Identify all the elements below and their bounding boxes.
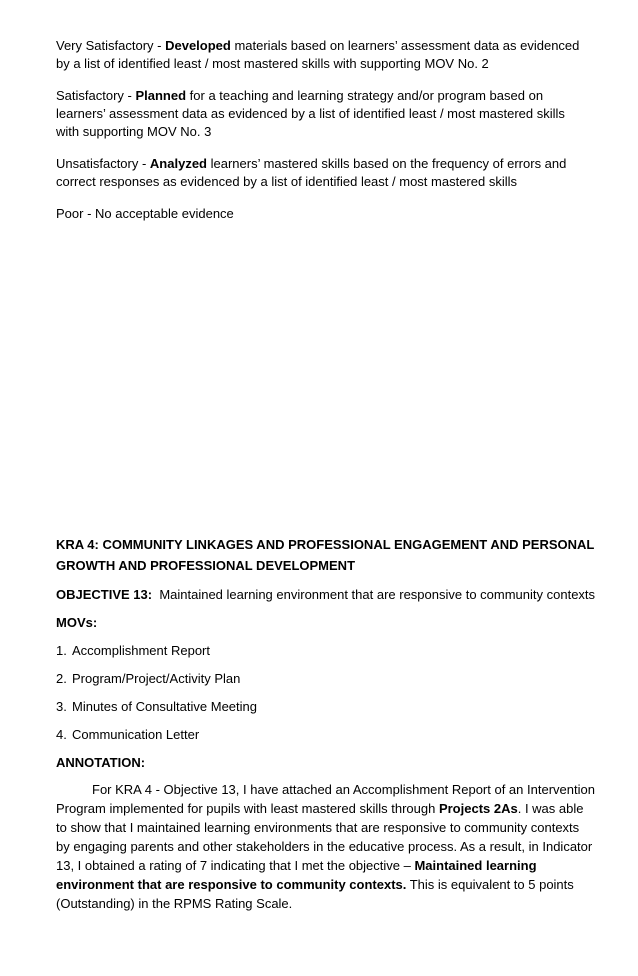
rating-satisfactory — [56, 87, 586, 141]
rating-description: learners’ mastered skills based on the frequency of errors and correct responses as evidenced by a list of identified least / most mastered skills — [56, 156, 567, 189]
rating-keyword: Planned — [135, 88, 187, 103]
mov-item — [56, 698, 596, 716]
kra-title — [56, 534, 596, 576]
rating-level: Unsatisfactory - — [56, 156, 150, 171]
mov-number: 1. — [56, 643, 67, 658]
objective — [56, 586, 596, 604]
movs-heading: MOVs: — [56, 615, 98, 630]
rating-level: Poor - No acceptable evidence — [56, 206, 234, 221]
rating-description: for a teaching and learning strategy and/or program based on learners’ assessment data as evidenced by a list of identified least / most mastered skills with supporting MOV No. 3 — [56, 88, 565, 139]
annotation-text: For KRA 4 - Objective 13, I have attached an Accomplishment Report of an Intervention Program implemented for pupils with least mastered skills through — [56, 782, 595, 816]
mov-number: 3. — [56, 699, 67, 714]
rating-keyword: Developed — [165, 38, 231, 53]
mov-text: Accomplishment Report — [72, 643, 210, 658]
mov-item — [56, 670, 596, 688]
mov-text: Program/Project/Activity Plan — [72, 671, 241, 686]
mov-number: 2. — [56, 671, 67, 686]
rating-unsatisfactory — [56, 155, 586, 191]
annotation-text: This is equivalent to 5 points (Outstanding) in the RPMS Rating Scale. — [56, 877, 574, 911]
mov-text: Minutes of Consultative Meeting — [72, 699, 257, 714]
annotation-bold-objective: Maintained learning environment that are responsive to community contexts. — [56, 858, 537, 892]
rating-level: Very Satisfactory - — [56, 38, 166, 53]
mov-text: Communication Letter — [72, 727, 200, 742]
mov-number: 4. — [56, 727, 67, 742]
annotation-paragraph — [56, 780, 596, 913]
annotation-bold-project: Projects 2As — [438, 801, 518, 816]
mov-item — [56, 642, 596, 660]
objective-label: OBJECTIVE 13: — [56, 587, 153, 602]
kra-section — [56, 534, 596, 913]
mov-item — [56, 726, 596, 744]
rating-scale-section — [56, 37, 586, 237]
rating-very-satisfactory — [56, 37, 586, 73]
kra-title-line1: KRA 4: COMMUNITY LINKAGES AND PROFESSIONAL ENGAGEMENT AND PERSONAL — [56, 537, 595, 552]
rating-keyword: Analyzed — [149, 156, 207, 171]
rating-description: materials based on learners’ assessment data as evidenced by a list of identified least / most mastered skills with supporting MOV No. 2 — [56, 38, 580, 71]
annotation-heading: ANNOTATION: — [56, 755, 146, 770]
rating-level: Satisfactory - — [56, 88, 136, 103]
annotation-text: . I was able to show that I maintained learning environments that are responsive to community contexts by engaging parents and other stakeholders in the educative process. As a result, in Indicator 13, I obtained a rating of 7 indicating that I met the objective – — [56, 801, 593, 873]
kra-title-line2: GROWTH AND PROFESSIONAL DEVELOPMENT — [56, 558, 356, 573]
objective-text: Maintained learning environment that are responsive to community contexts — [152, 587, 596, 602]
rating-poor — [56, 205, 586, 223]
